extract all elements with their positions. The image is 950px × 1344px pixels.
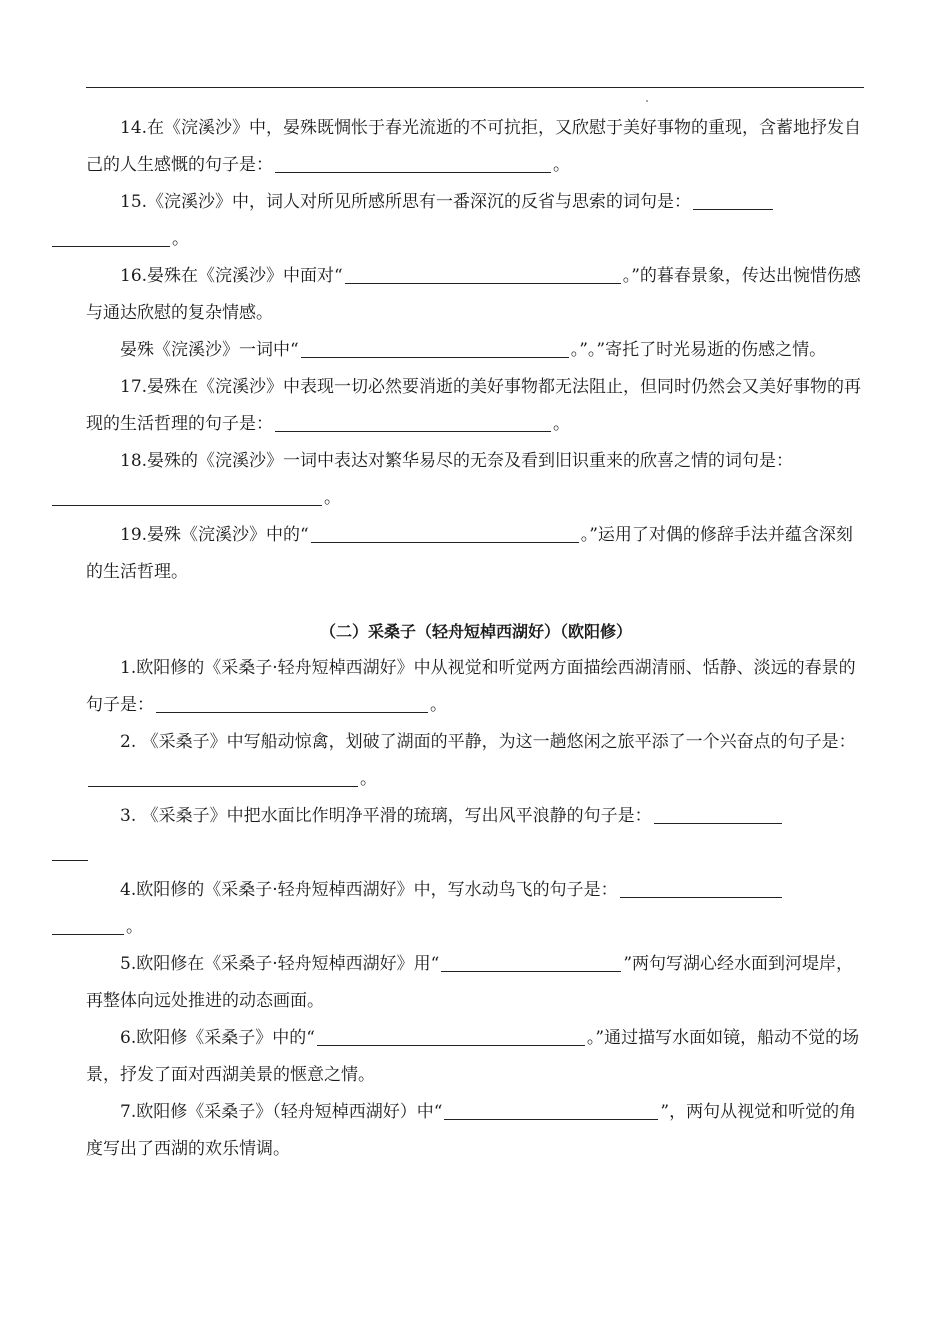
question-18: 18.晏殊的《浣溪沙》一词中表达对繁华易尽的无奈及看到旧识重来的欣喜之情的词句是： 。: [86, 443, 866, 517]
header-rule: [86, 87, 864, 88]
answer-blank[interactable]: [311, 524, 579, 543]
answer-blank[interactable]: [444, 1101, 658, 1120]
answer-blank[interactable]: [52, 916, 124, 935]
answer-blank[interactable]: [620, 879, 782, 898]
header-dot: [646, 100, 648, 102]
question-16: 16.晏殊在《浣溪沙》中面对“ 。”的暮春景象，传达出惋惜伤感与通达欣慰的复杂情感。: [86, 266, 861, 323]
answer-blank[interactable]: [275, 413, 551, 432]
answer-blank[interactable]: [156, 694, 428, 713]
answer-blank[interactable]: [52, 487, 322, 506]
answer-blank[interactable]: [345, 265, 621, 284]
question-19: 19.晏殊《浣溪沙》中的“ 。”运用了对偶的修辞手法并蕴含深刻的生活哲理。: [86, 525, 853, 582]
answer-blank[interactable]: [654, 805, 782, 824]
document-body: [86, 110, 866, 1168]
answer-blank[interactable]: [88, 768, 358, 787]
question-17: 17.晏殊在《浣溪沙》中表现一切必然要消逝的美好事物都无法阻止，但同时仍然会又美好事物的再现的生活哲理的句子是： 。: [86, 377, 862, 434]
answer-blank[interactable]: [275, 154, 551, 173]
question-s2-6: 6.欧阳修《采桑子》中的“ 。”通过描写水面如镜，船动不觉的场景，抒发了面对西湖美景的惬意之情。: [86, 1028, 860, 1085]
answer-blank[interactable]: [693, 191, 773, 210]
question-14: 14.在《浣溪沙》中，晏殊既惆怅于春光流逝的不可抗拒，又欣慰于美好事物的重现，含蓄地抒发自己的人生感慨的句子是： 。: [86, 118, 862, 175]
question-s2-2: 2. 《采桑子》中写船动惊禽，划破了湖面的平静，为这一趟悠闲之旅平添了一个兴奋点的句子是：。: [86, 724, 866, 798]
question-s2-4: 4.欧阳修的《采桑子·轻舟短棹西湖好》中，写水动鸟飞的句子是： 。: [86, 872, 866, 946]
answer-blank[interactable]: [441, 953, 621, 972]
question-s2-5: 5.欧阳修在《采桑子·轻舟短棹西湖好》用“ ”两句写湖心经水面到河堤岸，再整体向远处推进的动态画面。: [86, 954, 854, 1011]
question-s2-3: 3. 《采桑子》中把水面比作明净平滑的琉璃，写出风平浪静的句子是：: [86, 798, 866, 872]
answer-blank[interactable]: [301, 339, 569, 358]
section-title: （二）采桑子（轻舟短棹西湖好）（欧阳修）: [319, 622, 632, 641]
answer-blank[interactable]: [317, 1027, 585, 1046]
question-15: 15.《浣溪沙》中，词人对所见所感所思有一番深沉的反省与思索的词句是： 。: [86, 184, 866, 258]
answer-blank[interactable]: [52, 228, 170, 247]
question-s2-7: 7.欧阳修《采桑子》（轻舟短棹西湖好）中“ ”，两句从视觉和听觉的角度写出了西湖的欢乐情调。: [86, 1102, 857, 1159]
question-s2-1: 1.欧阳修的《采桑子·轻舟短棹西湖好》中从视觉和听觉两方面描绘西湖清丽、恬静、淡远的春景的句子是： 。: [86, 658, 856, 715]
question-16b: 晏殊《浣溪沙》一词中“ 。”。”寄托了时光易逝的伤感之情。: [120, 340, 827, 360]
answer-blank[interactable]: [52, 842, 88, 861]
